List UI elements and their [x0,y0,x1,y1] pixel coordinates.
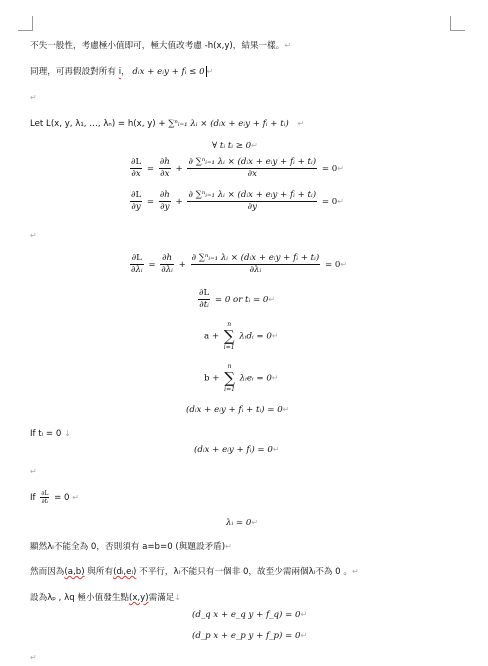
paragraph-mark: ↵ [30,467,37,476]
sum-symbol: ∑ⁿᵢ₌₁ [168,119,188,129]
fraction: $\frac{\partial h}{\partial y}$ [159,190,170,212]
paragraph-mark: ↵ [30,231,37,240]
page-corner-mark [18,16,33,31]
fraction: $\frac{\text{∂ ∑ⁿᵢ₌₁ λᵢ × (dᵢx + eᵢy + fᵢ + tᵢ)}}{\partial x}$ [188,157,317,179]
lambda-zero: λᵢ = 0↵ [226,518,259,528]
paragraph-mark: ↵ [268,295,276,304]
constraint-no-t: (dᵢx + eᵢy + fᵢ) = 0↵ [194,445,280,455]
fraction: $\frac{\partial h}{\partial x}$ [159,157,170,179]
partial-lambda-equation: $\frac{\partial L}{\text{∂λᵢ}}$ = $\frac{\partial h}{\text{∂λᵢ}}$ + $\frac{\text{∂ ∑ⁿᵢ₌₁ λᵢ × (dᵢx + eᵢy + fᵢ + tᵢ)}}{\text{∂λᵢ}}$ = 0↵ [131,253,348,275]
if-t-zero: If tᵢ = 0 ↓ [30,429,71,439]
paragraph-mark: ↵ [337,197,344,206]
paragraph-mark: ↵ [300,610,308,619]
page-corner-mark [450,16,465,31]
paragraph-mark: ↵ [340,260,348,269]
line-break-mark: ↓ [174,593,182,602]
paragraph-mark: ↵ [351,567,359,576]
forall-text: ∀ tᵢ tᵢ ≥ 0 [212,141,252,151]
line-break-mark: ↓ [64,429,71,438]
paragraph-mark: ↵ [272,445,280,454]
empty-paragraph [30,92,37,104]
equation-p: (d_p x + e_p y + f_p) = 0↵ [192,631,308,641]
paragraph-mark: ↵ [72,493,79,502]
separator: ， [121,67,130,77]
forall-condition [212,140,258,152]
paragraph-mark: ↵ [337,164,344,173]
equation-q: (d_q x + e_q y + f_q) = 0↵ [192,610,308,620]
paragraph-2 [30,66,213,78]
fraction: $\frac{\text{∂ ∑ⁿᵢ₌₁ λᵢ × (dᵢx + eᵢy + fᵢ + tᵢ)}}{\text{∂λᵢ}}$ [191,253,320,275]
lagrangian-equation [30,118,304,130]
fraction: $\frac{\partial L}{\text{∂tᵢ}}$ [199,288,210,310]
paragraph-mark: ↵ [284,41,292,50]
summation: n ∑ i=1 [223,321,235,351]
constraint-equation: (dᵢx + eᵢy + fᵢ + tᵢ) = 0↵ [186,405,290,415]
empty-paragraph [30,466,37,478]
paragraph-mark: ↵ [271,373,279,383]
fraction: $\frac{\partial h}{\text{∂λᵢ}}$ [161,253,173,275]
fraction: $\frac{\partial L}{\text{∂tᵢ}}$ [41,490,49,505]
paragraph-obvious: 顯然λᵢ不能全為 0，否則須有 a=b=0 (與題設矛盾)↵ [30,542,232,552]
partial-t-equation: $\frac{\partial L}{\text{∂tᵢ}}$ = 0 or tᵢ = 0↵ [199,288,276,310]
fraction: $\frac{\partial L}{\text{∂λᵢ}}$ [131,253,143,275]
sum-b-equation: b + n ∑ i=1 λᵢeᵢ = 0↵ [204,363,279,393]
sum-a-equation: a + n ∑ i=1 λᵢdᵢ = 0↵ [204,321,279,351]
fraction: $\frac{\partial L}{\partial x}$ [131,157,142,179]
paragraph-mark: ↵ [30,653,37,662]
paragraph-mark: ↵ [297,119,305,128]
paragraph-mark: ↵ [271,331,279,341]
empty-paragraph [30,230,37,242]
paragraph-mark: ↵ [251,141,258,150]
paragraph-mark: ↵ [206,67,214,76]
lagrangian-lhs: Let L(x, y, λ₁, …, λₙ) = h(x, y) + [30,119,166,129]
variable-i: i [118,67,122,77]
paragraph-1 [30,40,291,52]
empty-paragraph [30,652,37,664]
partial-y-equation: $\frac{\partial L}{\partial y}$ = $\frac{\partial h}{\partial y}$ + $\frac{\text{∂ ∑ⁿᵢ₌₁ λᵢ × (dᵢx + eᵢy + fᵢ + tᵢ)}}{\partial y}$ = 0↵ [131,190,344,212]
paragraph-assume: 設為λₚ , λq 極小值發生點(x,y)需滿足↓ [30,593,182,603]
paragraph-text: 同理，可再假設對所有 [30,67,116,77]
if-dl-dt-zero: If $\frac{\partial L}{\text{∂tᵢ}}$ = 0 ↵ [30,490,79,505]
fraction: $\frac{\text{∂ ∑ⁿᵢ₌₁ λᵢ × (dᵢx + eᵢy + fᵢ + tᵢ)}}{\partial y}$ [188,190,317,212]
summation: n ∑ i=1 [224,363,235,393]
paragraph-mark: ↵ [300,631,308,640]
partial-x-equation: $\frac{\partial L}{\partial x}$ = $\frac{\partial h}{\partial x}$ + $\frac{\text{∂ ∑ⁿᵢ₌₁ λᵢ × (dᵢx + eᵢy + fᵢ + tᵢ)}}{\partial x}$ = 0↵ [131,157,344,179]
paragraph-mark: ↵ [30,93,37,102]
fraction: $\frac{\partial L}{\partial y}$ [131,190,142,212]
paragraph-however: 然而因為(a,b) 與所有(dᵢ,eᵢ) 不平行，λᵢ不能只有一個非 0，故至少需兩個λᵢ不為 0 。↵ [30,567,359,577]
lagrangian-rhs: λᵢ × (dᵢx + eᵢy + fᵢ + tᵢ) [190,119,289,129]
paragraph-text: 不失一般性，考慮極小值即可，極大值改考慮 -h(x,y)，結果一樣。 [30,41,285,51]
inequality: dᵢx + eᵢy + fᵢ ≤ 0 [132,67,205,77]
paragraph-mark: ↵ [225,542,232,551]
paragraph-mark: ↵ [282,405,290,414]
paragraph-mark: ↵ [251,518,259,527]
